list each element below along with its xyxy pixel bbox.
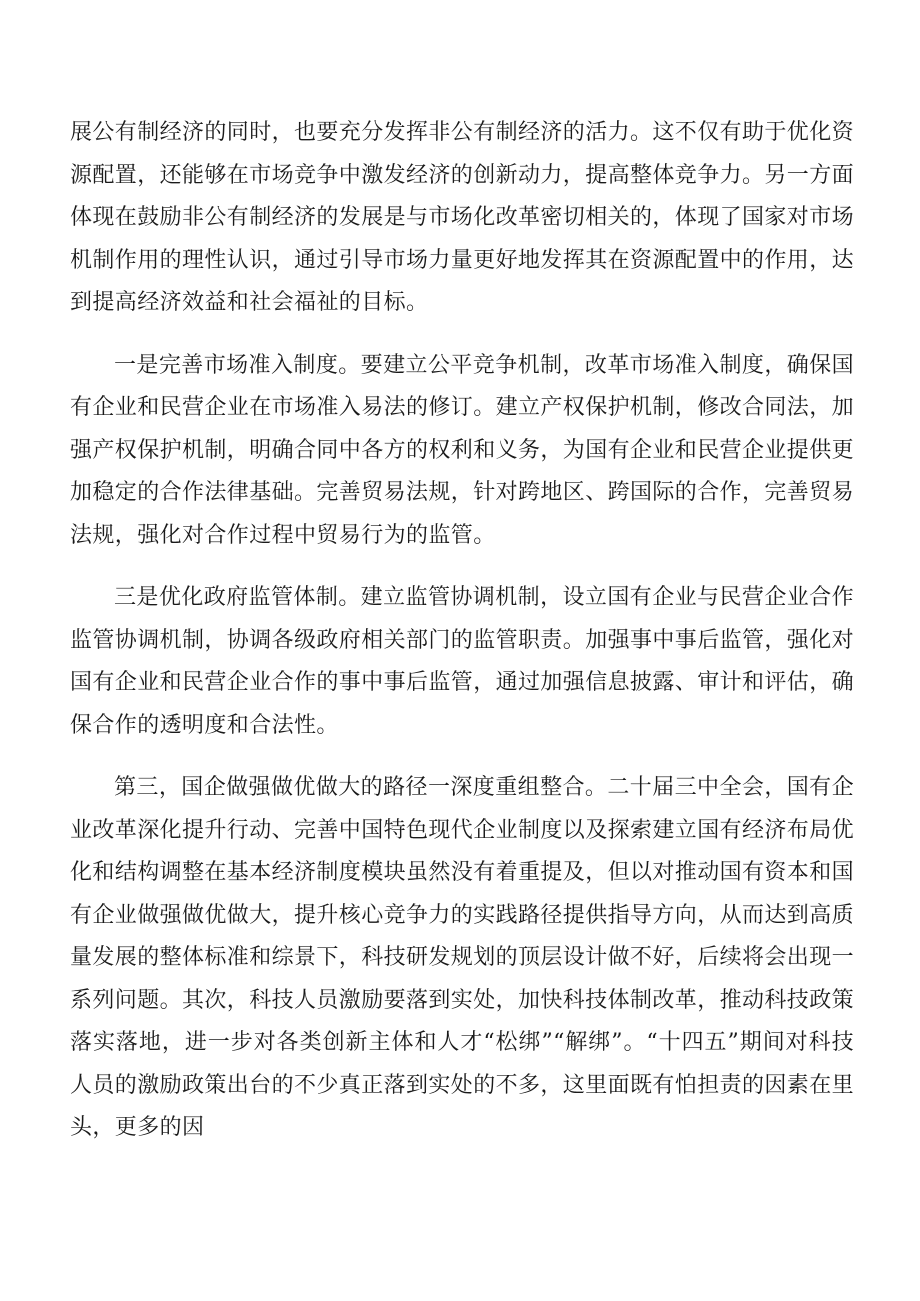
document-page [70, 112, 854, 1170]
paragraph-2: 一是完善市场准入制度。要建立公平竞争机制，改革市场准入制度，确保国有企业和民营企业在市场准入易法的修订。建立产权保护机制，修改合同法，加强产权保护机制，明确合同中各方的权利和义务，为国有企业和民营企业提供更加稳定的合作法律基础。完善贸易法规，针对跨地区、跨国际的合作，完善贸易法规，强化对合作过程中贸易行为的监管。 [70, 352, 855, 548]
paragraph-3: 三是优化政府监管体制。建立监管协调机制，设立国有企业与民营企业合作监管协调机制，协调各级政府相关部门的监管职责。加强事中事后监管，强化对国有企业和民营企业合作的事中事后监管，通过加强信息披露、审计和评估，确保合作的透明度和合法性。 [70, 585, 855, 738]
paragraph-1: 展公有制经济的同时，也要充分发挥非公有制经济的活力。这不仅有助于优化资源配置，还能够在市场竞争中激发经济的创新动力，提高整体竞争力。另一方面体现在鼓励非公有制经济的发展是与市场化改革密切相关的，体现了国家对市场机制作用的理性认识，通过引导市场力量更好地发挥其在资源配置中的作用，达到提高经济效益和社会福祉的目标。 [70, 120, 855, 315]
paragraph-4: 第三，国企做强做优做大的路径一深度重组整合。二十届三中全会，国有企业改革深化提升行动、完善中国特色现代企业制度以及探索建立国有经济布局优化和结构调整在基本经济制度模块虽然没有着重提及，但以对推动国有资本和国有企业做强做优做大，提升核心竞争力的实践路径提供指导方向，从而达到高质量发展的整体标准和综景下，科技研发规划的顶层设计做不好，后续将会出现一系列问题。其次，科技人员激励要落到实处，加快科技体制改革，推动科技政策落实落地，进一步对各类创新主体和人才“松绑”“解绑”。“十四五”期间对科技人员的激励政策出台的不少真正落到实处的不多，这里面既有怕担责的因素在里头，更多的因 [70, 775, 855, 1140]
